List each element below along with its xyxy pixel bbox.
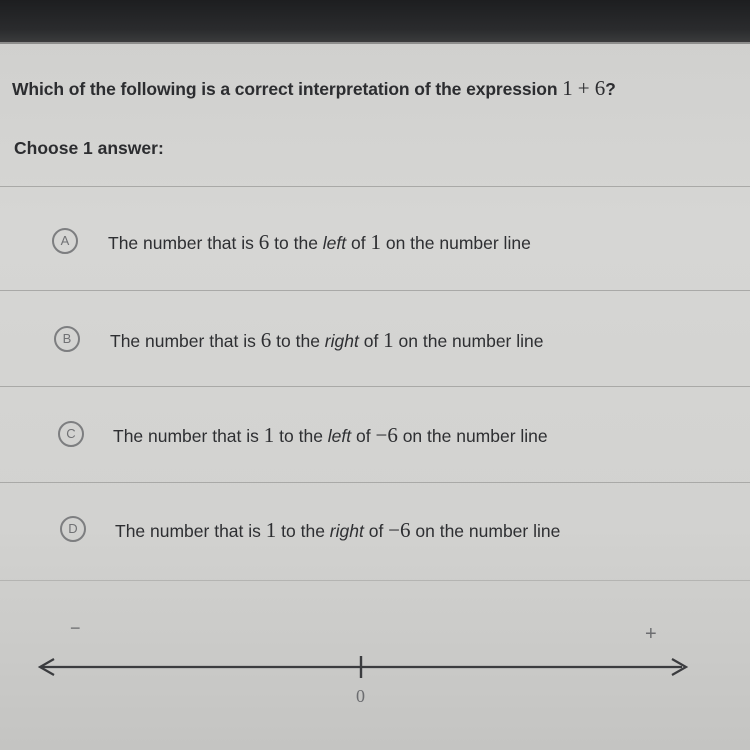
option-b-direction: right (324, 331, 359, 351)
option-b-text-part: of (358, 331, 384, 351)
option-a-text-part: to the (269, 233, 323, 253)
option-c-text-part: of (351, 426, 376, 446)
option-a-text-part: The number that is (108, 233, 259, 253)
option-c-radio[interactable]: C (58, 421, 84, 447)
question-text (12, 76, 742, 101)
option-d-math-1: 1 (265, 518, 277, 542)
number-line (0, 600, 750, 720)
option-c-text-part: on the number line (397, 426, 548, 446)
option-c-math-2: −6 (375, 423, 398, 447)
option-b-text (110, 328, 544, 353)
option-a-text-part: on the number line (380, 233, 531, 253)
answer-option-c[interactable] (0, 404, 750, 464)
option-c-text-part: to the (274, 426, 328, 446)
option-d-radio[interactable]: D (60, 516, 86, 542)
divider-cd (0, 482, 750, 483)
option-a-text-part: of (346, 233, 371, 253)
zero-label: 0 (356, 686, 365, 706)
option-b-text-part: to the (271, 331, 325, 351)
divider-ab (0, 290, 750, 291)
option-d-text (115, 518, 560, 543)
option-b-text-part: The number that is (110, 331, 261, 351)
option-c-math-1: 1 (263, 423, 275, 447)
divider-bc (0, 386, 750, 387)
option-b-text-part: on the number line (393, 331, 544, 351)
option-b-math-2: 1 (383, 328, 394, 352)
option-d-direction: right (329, 521, 364, 541)
positive-sign-label: + (645, 623, 657, 645)
option-d-text-part: to the (276, 521, 330, 541)
option-c-text (113, 423, 548, 448)
option-b-math-1: 6 (260, 328, 272, 352)
option-a-text (108, 230, 531, 255)
option-c-text-part: The number that is (113, 426, 264, 446)
option-d-math-2: −6 (388, 518, 411, 542)
option-a-math-1: 6 (258, 230, 270, 254)
answer-option-a[interactable] (0, 212, 750, 272)
divider-bottom (0, 580, 750, 581)
choose-answer-label: Choose 1 answer: (14, 138, 164, 158)
option-b-radio[interactable]: B (54, 326, 80, 352)
option-d-text-part: The number that is (115, 521, 266, 541)
question-prefix: Which of the following is a correct interpretation of the expression (12, 79, 563, 99)
negative-sign-label: − (70, 618, 81, 638)
option-d-text-part: of (363, 521, 389, 541)
option-a-direction: left (322, 233, 347, 253)
option-d-text-part: on the number line (410, 521, 561, 541)
option-c-direction: left (327, 426, 352, 446)
answer-option-b[interactable] (0, 308, 750, 368)
top-bar (0, 0, 750, 42)
option-a-math-2: 1 (370, 230, 381, 254)
question-suffix: ? (605, 79, 616, 99)
option-a-radio[interactable]: A (52, 228, 78, 254)
answer-option-d[interactable] (0, 498, 750, 558)
question-expression: 1 + 6 (562, 76, 606, 100)
top-bar-divider (0, 42, 750, 44)
divider-top (0, 186, 750, 187)
